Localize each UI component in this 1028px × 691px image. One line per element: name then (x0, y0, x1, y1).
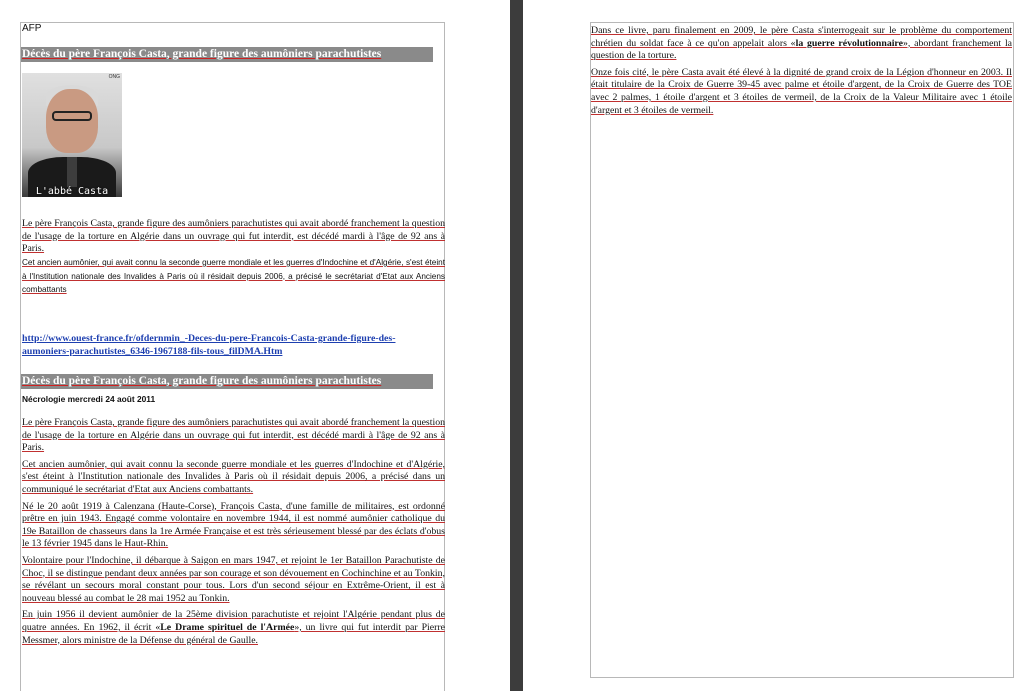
article-headline-2: Décès du père François Casta, grande figure des aumôniers parachutistes (21, 374, 433, 389)
quoted-term: la guerre révolutionnaire (795, 37, 903, 49)
body-paragraph: Né le 20 août 1919 à Calenzana (Haute-Corse), François Casta, d'une famille de militaires, est ordonné prêtre en juin 1943. Engagé comme volontaire en novembre 1944, il est nommé aumônier catholique du 19e Bataillon de chasseurs dans la 1re Armée Française et est très sérieusement blessé par des éclats d'obus le 13 février 1945 dans le Haut-Rhin. (22, 500, 445, 550)
body-paragraph: Volontaire pour l'Indochine, il débarque à Saigon en mars 1947, et rejoint le 1er Bataillon Parachutiste de Choc, il se distingue pendant deux années par son courage et son dévouement en Cochinchine et au Tonkin, se révélant un secours moral constant pour tous. Lors d'un second séjour en Extrême-Orient, il est à nouveau blessé au combat le 28 mai 1952 au Tonkin. (22, 554, 445, 604)
body-paragraph: Le père François Casta, grande figure des aumôniers parachutistes qui avait abordé franchement la question de l'usage de la torture en Algérie dans un ouvrage qui fut interdit, est décédé mardi à l'âge de 92 ans à Paris. (22, 417, 445, 454)
body-paragraph: Onze fois cité, le père Casta avait été élevé à la dignité de grand croix de la Légion d'honneur en 2003. Il était titulaire de la Croix de Guerre 39-45 avec palme et étoile d'argent, de la Croix de Guerre des TOE avec 2 palmes, 1 étoile d'argent et 3 étoiles de vermeil, de la Croix de la Valeur Militaire avec 1 étoile d'argent et 3 étoiles de vermeil. (591, 66, 1012, 116)
body-paragraph-last: En juin 1956 il devient aumônier de la 25ème division parachutiste et rejoint l'Algérie pendant plus de quatre années. En 1962, il écrit «Le Drame spirituel de l'Armée», un livre qui fut interdit par Pierre Messmer, alors ministre de la Défense du général de Gaulle. (22, 609, 445, 646)
page2-body (591, 25, 1012, 121)
article-link[interactable]: http://www.ouest-france.fr/ofdernmin_-Deces-du-pere-Francois-Casta-grande-figure-des-aumoniers-parachutistes_6346-1967188-fils-tous_filDMA.Htm (22, 333, 396, 357)
summary-paragraph: Le père François Casta, grande figure des aumôniers parachutistes qui avait abordé franchement la question de l'usage de la torture en Algérie dans un ouvrage qui fut interdit, est décédé mardi à l'âge de 92 ans à Paris. (22, 218, 445, 255)
body-paragraph: Dans ce livre, paru finalement en 2009, le père Casta s'interrogeait sur le problème du comportement chrétien du soldat face à ce qu'on appelait alors «la guerre révolutionnaire», abordant franchement la question de la torture. (591, 25, 1013, 62)
portrait-photo (22, 73, 122, 197)
article-headline: Décès du père François Casta, grande figure des aumôniers parachutistes (21, 47, 433, 62)
book-title: Le Drame spirituel de l'Armée (160, 621, 295, 633)
news-source: AFP (22, 23, 42, 34)
photo-caption: L'abbé Casta (35, 186, 109, 197)
split-view-divider[interactable] (510, 0, 523, 691)
document-page-2[interactable] (590, 22, 1014, 678)
article-date: Nécrologie mercredi 24 août 2011 (22, 394, 156, 404)
article-body (22, 417, 445, 651)
photo-corner-mark: ONG (108, 74, 120, 80)
workspace-left-background (445, 0, 510, 691)
document-page-1[interactable] (20, 22, 445, 691)
summary-sans-paragraph: Cet ancien aumônier, qui avait connu la seconde guerre mondiale et les guerres d'Indochine et d'Algérie, s'est éteint à l'Institution nationale des Invalides à Paris où il résidait depuis 2006, a précisé le secrétariat d'Etat aux Anciens combattants (22, 258, 445, 294)
body-paragraph: Cet ancien aumônier, qui avait connu la seconde guerre mondiale et les guerres d'Indochine et d'Algérie, s'est éteint à l'Institution nationale des Invalides à Paris où il résidait depuis 2006, a précisé dans un communiqué le secrétariat d'Etat aux Anciens combattants. (22, 458, 445, 495)
